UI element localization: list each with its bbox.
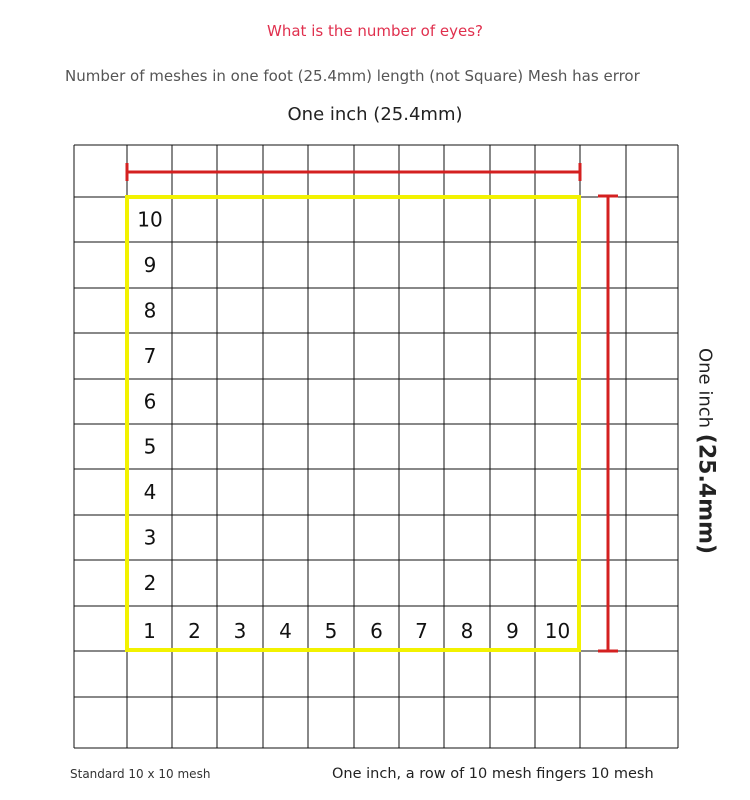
column-number: 6: [370, 619, 383, 643]
column-number: 7: [415, 619, 428, 643]
column-number: 10: [544, 619, 571, 643]
footer-right-caption: One inch, a row of 10 mesh fingers 10 mesh: [332, 766, 654, 782]
subtitle-text: Number of meshes in one foot (25.4mm) length (not Square) Mesh has error: [65, 67, 640, 85]
row-number: 8: [143, 298, 157, 323]
row-number: 2: [143, 571, 157, 595]
row-number: 4: [143, 480, 157, 504]
column-number: 2: [188, 619, 201, 643]
row-numbers: [137, 208, 162, 596]
column-number: 8: [460, 619, 474, 643]
column-number: 4: [279, 619, 292, 643]
top-dimension-label: One inch (25.4mm): [287, 104, 463, 125]
mesh-grid: [74, 145, 678, 748]
row-number: 7: [143, 344, 157, 368]
column-number: 1: [143, 619, 156, 643]
column-number: 9: [506, 619, 519, 643]
question-text: What is the number of eyes?: [267, 22, 483, 40]
row-number: 3: [143, 525, 157, 550]
footer-left-caption: Standard 10 x 10 mesh: [70, 767, 211, 781]
row-number: 5: [143, 434, 157, 459]
row-number: 9: [143, 253, 157, 277]
column-number: 3: [233, 619, 247, 643]
right-label-prefix: One inch: [694, 347, 716, 434]
column-number: 5: [324, 619, 338, 643]
column-numbers: [143, 619, 570, 643]
right-label-emphasis: (25.4mm): [693, 433, 719, 555]
row-number: 6: [143, 389, 157, 414]
row-number: 10: [137, 207, 163, 232]
